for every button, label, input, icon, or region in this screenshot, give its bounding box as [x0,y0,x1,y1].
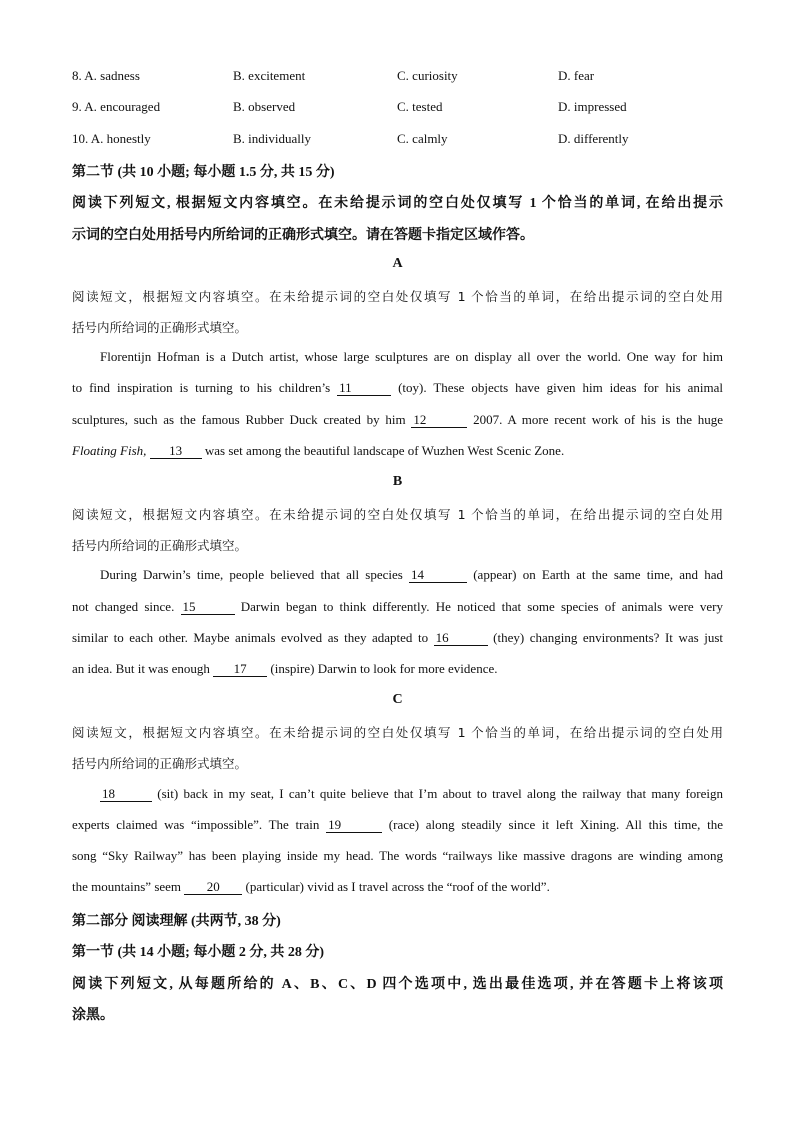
blank-11: 11 [337,381,391,396]
blank-12: 12 [411,413,467,428]
passage-a-instruction-line2: 括号内所给词的正确形式填空。 [72,320,248,335]
text: (appear) on Earth at the same time, and had [467,567,723,582]
blank-15: 15 [181,600,235,615]
passage-b-line4 [72,661,723,677]
text: the mountains” seem [72,879,185,894]
text: similar to each other. Maybe animals evolved as they adapted to [72,630,434,645]
passage-b-letter: B [392,474,403,489]
option-a: 10. A. honestly [72,131,151,146]
text: was set among the beautiful landscape of Wuzhen West Scenic Zone. [201,443,565,458]
passage-c-line3: song “Sky Railway” has been playing inside my head. The words “railways like massive dragons are winding among [72,848,723,863]
text: (race) along steadily since it left Xining. All this time, the [382,817,724,832]
artwork-title: Floating Fish, [72,443,147,458]
passage-a-letter: A [392,256,403,271]
text: experts claimed was “impossible”. The train [72,817,327,832]
question-8-options [72,68,732,88]
text: not changed since. [72,599,181,614]
text: (they) changing environments? It was just [487,630,723,645]
option-b: B. individually [233,131,311,146]
passage-c-instruction-line1: 阅读短文，根据短文内容填空。在未给提示词的空白处仅填写 1 个恰当的单词，在给出提示词的空白处用 [72,725,723,740]
option-a: 8. A. sadness [72,68,140,83]
passage-c-line2 [72,817,723,833]
text: (particular) vivid as I travel across the “roof of the world”. [242,879,550,894]
text: 2007. A more recent work of his is the huge [467,412,723,427]
option-d: D. impressed [558,99,627,114]
passage-a-instruction-line1: 阅读短文，根据短文内容填空。在未给提示词的空白处仅填写 1 个恰当的单词，在给出提示词的空白处用 [72,289,723,304]
part-2-instruction-line2: 涂黑。 [72,1008,114,1023]
passage-a-line3 [72,412,723,428]
section-2-instruction-line2: 示词的空白处用括号内所给词的正确形式填空。请在答题卡指定区域作答。 [72,228,534,243]
passage-c-line1 [100,786,723,802]
question-10-options [72,131,732,151]
text: (inspire) Darwin to look for more evidence. [267,661,498,676]
part-2-heading: 第二部分 阅读理解 (共两节, 38 分) [72,914,281,929]
passage-a-line4 [72,443,723,459]
passage-b-line1 [100,567,723,583]
text: an idea. But it was enough [72,661,214,676]
text: to find inspiration is turning to his children’s [72,380,338,395]
text: sculptures, such as the famous Rubber Duck created by him [72,412,412,427]
question-9-options [72,99,732,119]
passage-a-line2 [72,380,723,396]
text: (toy). These objects have given him ideas for his animal [391,380,723,395]
blank-13: 13 [150,444,202,459]
section-2-instruction-line1: 阅读下列短文, 根据短文内容填空。在未给提示词的空白处仅填写 1 个恰当的单词, 在给出提示 [72,196,723,211]
option-b: B. excitement [233,68,306,83]
passage-a-line1: Florentijn Hofman is a Dutch artist, whose large sculptures are on display all over the world. One way for him [100,349,723,364]
option-c: C. curiosity [397,68,458,83]
option-c: C. tested [397,99,443,114]
blank-18: 18 [100,787,152,802]
passage-b-instruction-line1: 阅读短文，根据短文内容填空。在未给提示词的空白处仅填写 1 个恰当的单词，在给出提示词的空白处用 [72,507,723,522]
option-b: B. observed [233,99,296,114]
passage-c-instruction-line2: 括号内所给词的正确形式填空。 [72,756,248,771]
option-d: D. differently [558,131,629,146]
passage-c-line4 [72,879,723,895]
blank-14: 14 [409,568,467,583]
text: During Darwin’s time, people believed that all species [100,567,410,582]
passage-c-letter: C [392,692,403,707]
text: Darwin began to think differently. He noticed that some species of animals were very [234,599,723,614]
section-2-heading: 第二节 (共 10 小题; 每小题 1.5 分, 共 15 分) [72,165,335,180]
passage-b-line2 [72,599,723,615]
option-c: C. calmly [397,131,448,146]
blank-20: 20 [184,880,242,895]
part-2-instruction-line1: 阅读下列短文, 从每题所给的 A、B、C、D 四个选项中, 选出最佳选项, 并在答题卡上将该项 [72,977,723,992]
passage-b-line3 [72,630,723,646]
part-2-section-1-heading: 第一节 (共 14 小题; 每小题 2 分, 共 28 分) [72,945,324,960]
blank-17: 17 [213,662,267,677]
passage-b-instruction-line2: 括号内所给词的正确形式填空。 [72,538,248,553]
blank-16: 16 [434,631,488,646]
option-d: D. fear [558,68,595,83]
option-a: 9. A. encouraged [72,99,161,114]
text: (sit) back in my seat, I can’t quite believe that I’m about to travel along the railway that many foreign [152,786,723,801]
blank-19: 19 [326,818,382,833]
